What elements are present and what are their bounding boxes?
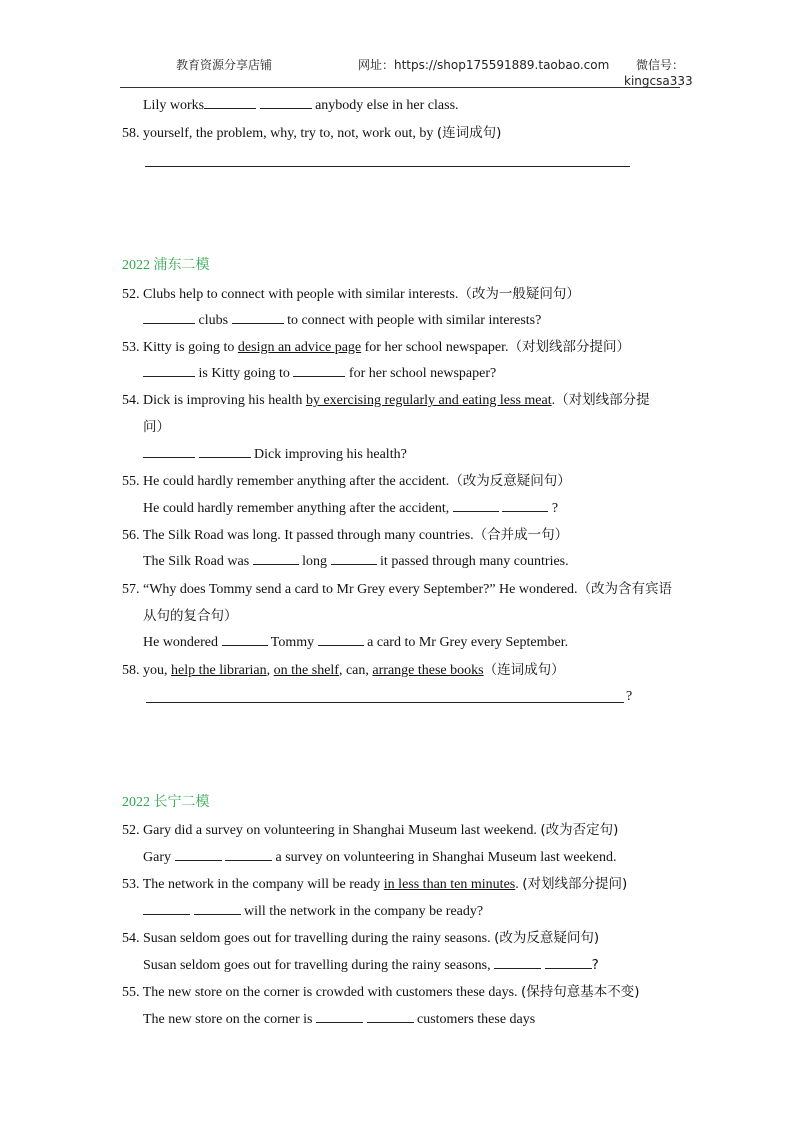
blank[interactable] — [143, 311, 195, 324]
changning-q52-answer: Gary a survey on volunteering in Shanghai Museum last weekend. — [143, 850, 617, 865]
blank[interactable] — [293, 364, 345, 377]
blank[interactable] — [494, 956, 541, 969]
blank[interactable] — [331, 552, 377, 565]
blank[interactable] — [232, 311, 284, 324]
section-title-pudong: 2022 浦东二模 — [122, 258, 210, 273]
blank[interactable] — [175, 848, 222, 861]
changning-q52: 52. Gary did a survey on volunteering in Shanghai Museum last weekend. (改为否定句) — [122, 822, 619, 838]
answer-line[interactable] — [145, 166, 630, 167]
blank[interactable] — [260, 96, 312, 109]
changning-q55-answer: The new store on the corner is customers these days — [143, 1012, 536, 1027]
pudong-q58: 58. you, help the librarian, on the shelf, can, arrange these books（连词成句） — [122, 662, 565, 678]
pudong-q53: 53. Kitty is going to design an advice page for her school newspaper.（对划线部分提问） — [122, 339, 630, 355]
blank[interactable] — [367, 1010, 414, 1023]
changning-q55: 55. The new store on the corner is crowded with customers these days. (保持句意基本不变) — [122, 984, 640, 1000]
answer-line[interactable] — [146, 702, 624, 703]
pudong-q52: 52. Clubs help to connect with people with similar interests.（改为一般疑问句） — [122, 286, 580, 302]
wechat-id: kingcsa333 — [624, 74, 693, 88]
lily-answer-line: Lily works anybody else in her class. — [143, 98, 459, 113]
pudong-q57-answer: He wondered Tommy a card to Mr Grey every September. — [143, 635, 569, 650]
blank[interactable] — [453, 499, 499, 512]
pudong-q56: 56. The Silk Road was long. It passed through many countries.（合并成一句） — [122, 527, 569, 543]
question-58-top: 58. yourself, the problem, why, try to, not, work out, by (连词成句) — [122, 125, 502, 141]
blank[interactable] — [199, 445, 251, 458]
changning-q54-answer: Susan seldom goes out for travelling during the rainy seasons, ? — [143, 957, 599, 973]
pudong-q57-tag-cont: 从句的复合句） — [143, 608, 238, 624]
blank[interactable] — [318, 633, 364, 646]
blank[interactable] — [222, 633, 268, 646]
blank[interactable] — [545, 956, 592, 969]
pudong-q54-answer: Dick improving his health? — [143, 445, 407, 464]
blank[interactable] — [204, 96, 256, 109]
pudong-q54-tag-cont: 问） — [143, 419, 170, 435]
pudong-q58-end: ? — [626, 689, 633, 704]
pudong-q55-answer: He could hardly remember anything after the accident, ? — [143, 501, 559, 516]
changning-q53-answer: will the network in the company be ready? — [143, 902, 483, 921]
pudong-q54: 54. Dick is improving his health by exercising regularly and eating less meat.（对划线部分提 — [122, 392, 650, 408]
pudong-q55: 55. He could hardly remember anything after the accident.（改为反意疑问句） — [122, 473, 571, 489]
wechat-label: 微信号： — [636, 58, 685, 72]
blank[interactable] — [253, 552, 299, 565]
blank[interactable] — [225, 848, 272, 861]
blank[interactable] — [194, 902, 241, 915]
header-divider — [120, 87, 680, 88]
pudong-q52-answer: clubs to connect with people with similar interests? — [143, 311, 541, 330]
pudong-q53-answer: is Kitty going to for her school newspaper? — [143, 364, 496, 383]
shop-url[interactable]: 网址：https://shop175591889.taobao.com — [358, 58, 610, 72]
changning-q53: 53. The network in the company will be ready in less than ten minutes. (对划线部分提问) — [122, 876, 628, 892]
blank[interactable] — [143, 902, 190, 915]
pudong-q56-answer: The Silk Road was long it passed through many countries. — [143, 554, 569, 569]
blank[interactable] — [143, 364, 195, 377]
pudong-q57: 57. “Why does Tommy send a card to Mr Grey every September?” He wondered.（改为含有宾语 — [122, 581, 673, 597]
blank[interactable] — [502, 499, 548, 512]
blank[interactable] — [143, 445, 195, 458]
section-title-changning: 2022 长宁二模 — [122, 795, 210, 810]
blank[interactable] — [316, 1010, 363, 1023]
changning-q54: 54. Susan seldom goes out for travelling during the rainy seasons. (改为反意疑问句) — [122, 930, 600, 946]
shop-name: 教育资源分享店铺 — [176, 58, 273, 72]
